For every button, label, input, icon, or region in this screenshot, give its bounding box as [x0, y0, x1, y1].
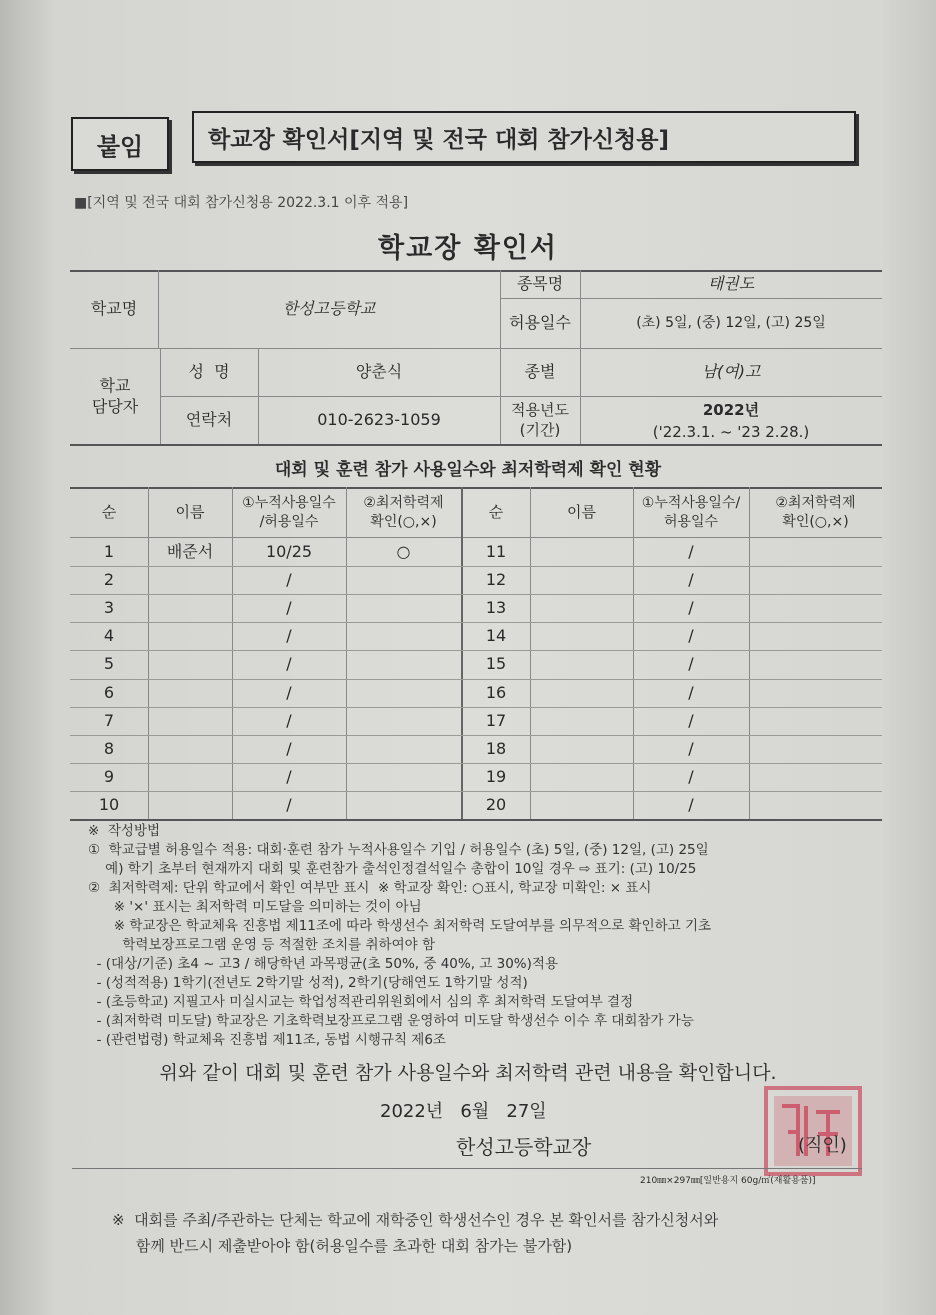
table-cell-days: /	[286, 794, 292, 814]
seal-label: (직인)	[798, 1135, 847, 1156]
header-title: 학교장 확인서[지역 및 전국 대회 참가신청용]	[192, 111, 856, 163]
table-cell-days: /	[286, 738, 292, 758]
sport-label: 종목명	[516, 273, 564, 293]
table-cell-name	[530, 707, 633, 735]
school-name: 한성고등학교	[282, 298, 376, 318]
table-cell-days: /	[286, 766, 292, 786]
school-label: 학교명	[90, 298, 138, 318]
table-cell-name	[530, 566, 633, 594]
table-cell-min	[346, 763, 461, 791]
table-cell-no: 14	[485, 625, 507, 645]
table-cell-name	[530, 594, 633, 622]
col-header-name2: 이름	[567, 502, 596, 521]
guide-line: ② 최저학력제: 단위 학교에서 확인 여부만 표시 ※ 학교장 확인: ○표시, 학교장 미확인: × 표시	[88, 880, 652, 896]
table-cell-days: /	[688, 794, 694, 814]
contact-label: 연락처	[185, 410, 233, 430]
table-cell-min	[749, 791, 882, 819]
table-cell-min	[346, 735, 461, 763]
table-cell-no: 10	[98, 794, 120, 814]
footer-note	[112, 1207, 718, 1259]
table-cell-days: /	[286, 710, 292, 730]
table-cell-no: 1	[103, 541, 115, 561]
table-cell-min	[749, 538, 882, 566]
table-cell-days: /	[688, 738, 694, 758]
table-cell-days: /	[688, 625, 694, 645]
guide-line: 학력보장프로그램 운영 등 적절한 조치를 취하여야 함	[88, 937, 435, 953]
writing-guide	[88, 822, 711, 1050]
table-cell-days: /	[286, 569, 292, 589]
principal-name: 한성고등학교장	[456, 1135, 592, 1159]
table-cell-no: 2	[103, 569, 115, 589]
table-cell-days: /	[688, 569, 694, 589]
table-cell-days: /	[688, 766, 694, 786]
table-cell-min	[346, 622, 461, 650]
table-cell-days: 10/25	[265, 541, 313, 561]
table-cell-min	[749, 622, 882, 650]
table-cell-name	[148, 566, 232, 594]
guide-line: - (최저학력 미도달) 학교장은 기초학력보장프로그램 운영하여 미도달 학생선수 이수 후 대회참가 가능	[88, 1013, 694, 1029]
table-cell-name	[530, 735, 633, 763]
table-cell-days: /	[688, 710, 694, 730]
table-cell-name	[148, 735, 232, 763]
table-cell-no: 12	[485, 569, 507, 589]
contact-value: 010-2623-1059	[317, 410, 441, 430]
table-cell-days: /	[688, 597, 694, 617]
table-cell-min	[749, 679, 882, 707]
year-value: 2022년	[702, 401, 760, 419]
footer-line: 함께 반드시 제출받아야 함(허용일수를 초과한 대회 참가는 불가함)	[112, 1237, 573, 1255]
name-label: 성 명	[188, 362, 230, 382]
guide-line: - (초등학교) 지필고사 미실시교는 학업성적관리위원회에서 심의 후 최저학력 도달여부 결정	[88, 994, 634, 1010]
table-cell-name: 배준서	[166, 541, 214, 561]
table-cell-min	[749, 735, 882, 763]
table-cell-name	[530, 791, 633, 819]
sign-date: 2022년 6월 27일	[380, 1101, 547, 1122]
table-cell-name	[530, 622, 633, 650]
table-cell-no: 20	[485, 794, 507, 814]
document-title: 학교장 확인서	[378, 233, 558, 264]
table-cell-min	[749, 707, 882, 735]
table-cell-min	[749, 566, 882, 594]
guide-line: ※ '×' 표시는 최저학력 미도달을 의미하는 것이 아님	[88, 899, 422, 915]
table-cell-min	[346, 707, 461, 735]
col-header-no2: 순	[488, 502, 504, 521]
table-cell-min	[749, 594, 882, 622]
table-cell-name	[148, 594, 232, 622]
table-cell-no: 3	[103, 597, 115, 617]
table-cell-name	[530, 538, 633, 566]
table-cell-no: 4	[103, 625, 115, 645]
allowed-label: 허용일수	[509, 313, 571, 333]
table-cell-name	[148, 650, 232, 678]
table-cell-min	[346, 650, 461, 678]
gender-value: 남(여)고	[701, 362, 761, 382]
table-cell-name	[530, 679, 633, 707]
table-cell-name	[148, 679, 232, 707]
table-cell-min	[749, 650, 882, 678]
year-label: 적용년도 (기간)	[511, 401, 569, 439]
table-cell-no: 15	[485, 653, 507, 673]
table-cell-days: /	[286, 653, 292, 673]
col-header-name: 이름	[175, 502, 205, 521]
table-cell-days: /	[286, 625, 292, 645]
guide-line: ※ 학교장은 학교체육 진흥법 제11조에 따라 학생선수 최저학력 도달여부를 의무적으로 확인하고 기초	[88, 918, 712, 934]
gender-label: 종별	[524, 362, 556, 382]
footer-line: ※ 대회를 주최/주관하는 단체는 학교에 재학중인 학생선수인 경우 본 확인서를 참가신청서와	[112, 1211, 719, 1229]
table-cell-name	[530, 763, 633, 791]
table-cell-min	[346, 566, 461, 594]
sport-value: 태권도	[707, 273, 755, 293]
col-header-min: ②최저학력제 확인(○,×)	[363, 495, 444, 530]
section-title: 대회 및 훈련 참가 사용일수와 최저학력제 확인 현황	[274, 460, 662, 480]
table-cell-no: 17	[485, 710, 507, 730]
attachment-tag: 붙임	[71, 117, 169, 171]
guide-line: ① 학교급별 허용일수 적용: 대회·훈련 참가 누적사용일수 기입 / 허용일수 (초) 5일, (중) 12일, (고) 25일	[88, 842, 709, 858]
table-cell-name	[148, 622, 232, 650]
col-header-no: 순	[101, 502, 117, 521]
period-value: ('22.3.1. ~ '23 2.28.)	[652, 423, 810, 441]
allowed-value: (초) 5일, (중) 12일, (고) 25일	[636, 315, 826, 332]
table-cell-no: 5	[103, 653, 115, 673]
table-cell-days: /	[286, 682, 292, 702]
table-cell-no: 19	[485, 766, 507, 786]
guide-line: ※ 작성방법	[88, 823, 161, 839]
table-cell-name	[530, 650, 633, 678]
guide-line: 예) 학기 초부터 현재까지 대회 및 훈련참가 출석인정결석일수 총합이 10일 경우 ⇨ 표기: (고) 10/25	[88, 861, 697, 877]
table-cell-no: 11	[485, 541, 507, 561]
col-header-min2: ②최저학력제 확인(○,×)	[775, 495, 856, 530]
table-cell-name	[148, 791, 232, 819]
table-cell-days: /	[688, 682, 694, 702]
col-header-days2: ①누적사용일수/ 허용일수	[641, 495, 741, 530]
table-cell-days: /	[688, 541, 694, 561]
table-cell-min	[749, 763, 882, 791]
table-cell-min	[346, 791, 461, 819]
col-header-days: ①누적사용일수 /허용일수	[242, 495, 336, 530]
table-cell-no: 6	[103, 682, 115, 702]
table-cell-days: /	[688, 653, 694, 673]
table-cell-no: 13	[485, 597, 507, 617]
guide-line: - (관련법령) 학교체육 진흥법 제11조, 동법 시행규칙 제6조	[88, 1032, 446, 1048]
table-cell-name	[148, 707, 232, 735]
table-cell-no: 8	[103, 738, 115, 758]
table-cell-no: 7	[103, 710, 115, 730]
table-cell-no: 18	[485, 738, 507, 758]
table-cell-name	[148, 763, 232, 791]
manager-name: 양춘식	[355, 362, 403, 382]
table-cell-min	[346, 679, 461, 707]
applies-note: ■[지역 및 전국 대회 참가신청용 2022.3.1 이후 적용]	[74, 195, 409, 211]
paper-size-note: 210㎜×297㎜[일반용지 60g/㎡(재활용품)]	[640, 1176, 816, 1186]
table-cell-days: /	[286, 597, 292, 617]
table-cell-min: ○	[396, 541, 411, 561]
table-cell-no: 9	[103, 766, 115, 786]
table-cell-no: 16	[485, 682, 507, 702]
guide-line: - (대상/기준) 초4 ~ 고3 / 해당학년 과목평균(초 50%, 중 40%, 고 30%)적용	[88, 956, 558, 972]
guide-line: - (성적적용) 1학기(전년도 2학기말 성적), 2학기(당해연도 1학기말 성적)	[88, 975, 528, 991]
confirmation-statement: 위와 같이 대회 및 훈련 참가 사용일수와 최저학력 관련 내용을 확인합니다.	[159, 1062, 777, 1084]
table-cell-min	[346, 594, 461, 622]
manager-label: 학교 담당자	[91, 375, 139, 416]
